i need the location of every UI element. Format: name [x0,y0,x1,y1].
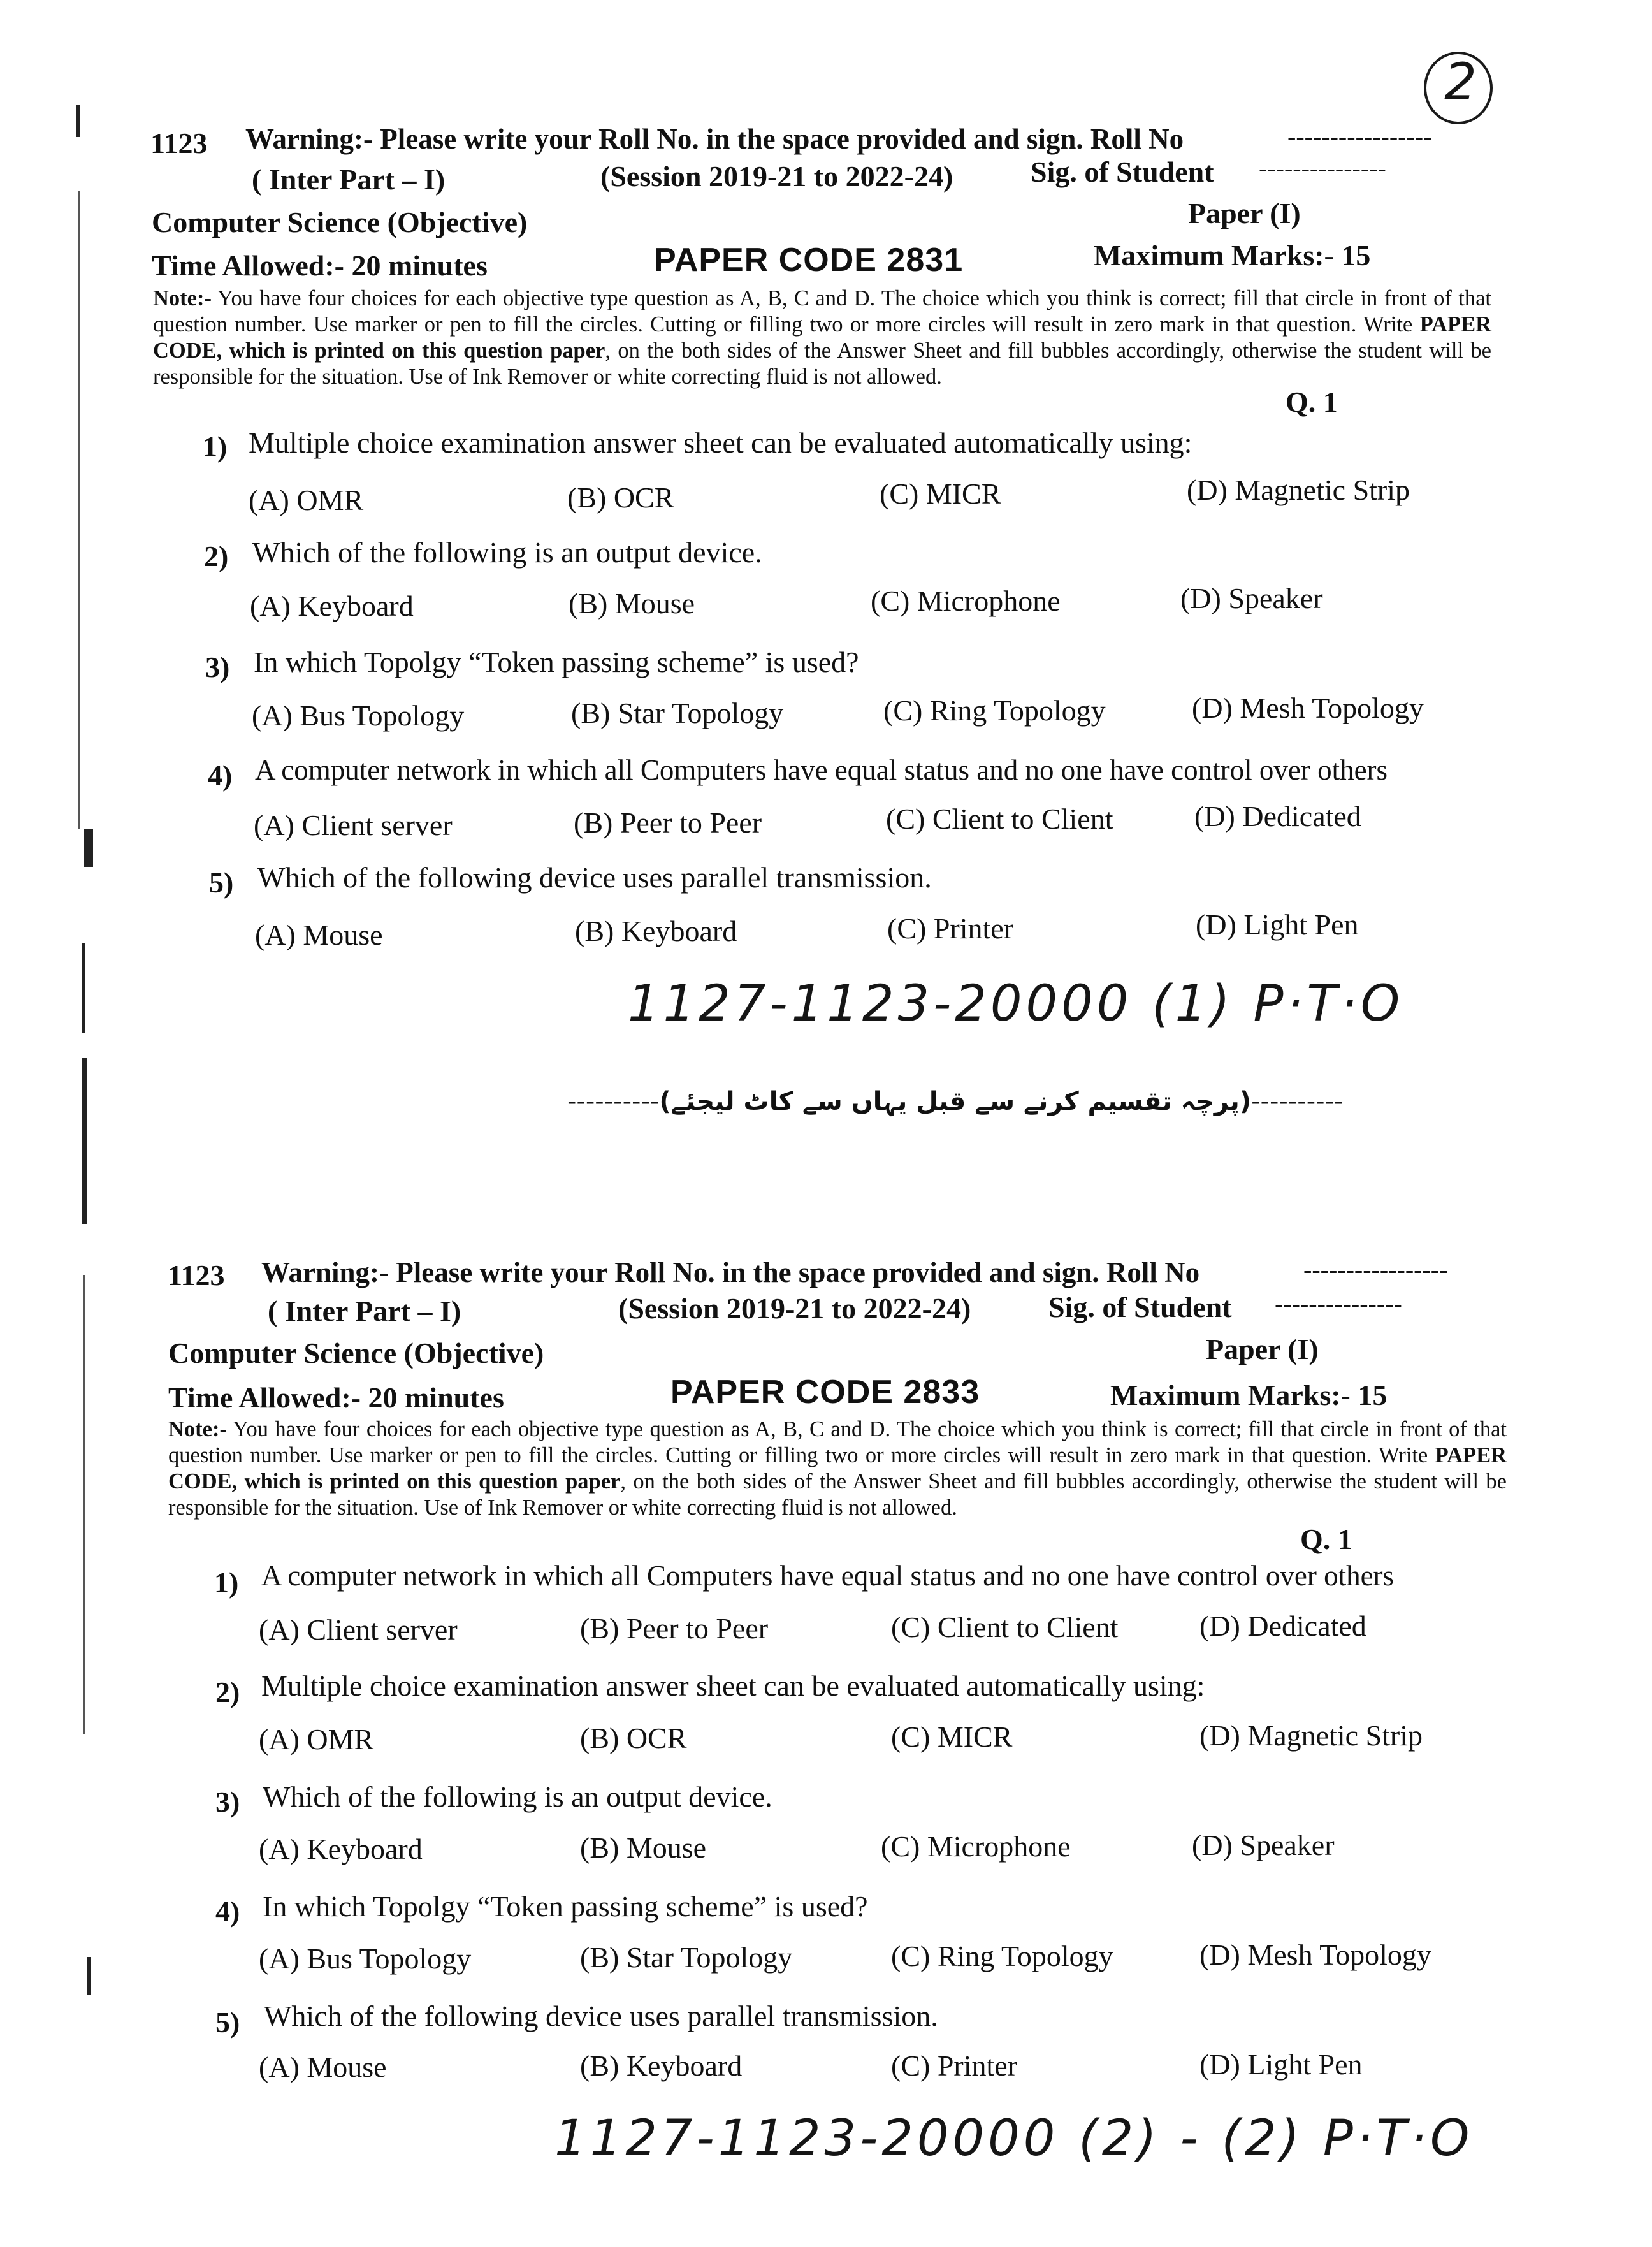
option-a: (A) Mouse [255,919,383,951]
instructions-note [153,286,1491,390]
option-b: (B) OCR [567,481,674,514]
subject: Computer Science (Objective) [168,1337,544,1369]
scan-mark [76,105,80,137]
option-a: (A) Keyboard [250,590,414,622]
option-c: (C) Printer [891,2049,1018,2082]
option-b: (B) Mouse [569,587,695,620]
option-b: (B) Star Topology [571,697,784,729]
option-c: (C) MICR [880,477,1001,510]
question-number: 5) [215,2006,240,2039]
question-text: Which of the following is an output device. [263,1780,772,1813]
question-text: A computer network in which all Computers have equal status and no one have control over others [255,754,1388,786]
question-text: Which of the following is an output device. [252,536,762,569]
question-number: 5) [209,866,234,899]
roll-no-blank: ----------------- [1303,1255,1448,1284]
paper-label: Paper (I) [1188,197,1301,229]
scan-mark [83,1275,85,1734]
signature-blank: --------------- [1275,1290,1402,1318]
cut-line-dashes-right: ---------- [1251,1087,1344,1116]
handwritten-code: 1127-1123-20000 (1) P·T·O [628,975,1404,1033]
question-number: 1) [214,1566,239,1599]
option-c: (C) Microphone [881,1830,1071,1863]
signature-blank: --------------- [1259,154,1386,182]
instructions-note [168,1416,1507,1521]
option-a: (A) OMR [249,484,364,516]
note-bold-text: PAPER CODE, which is printed on this question paper [168,1443,1507,1494]
option-b: (B) Star Topology [580,1941,793,1974]
signature-label: Sig. of Student [1031,156,1214,188]
option-c: (C) Client to Client [891,1611,1119,1643]
option-a: (A) Client server [259,1613,458,1646]
time-allowed: Time Allowed:- 20 minutes [168,1381,504,1414]
inter-part: ( Inter Part – I) [268,1295,461,1327]
paper-code: PAPER CODE 2833 [670,1374,980,1411]
warning-text: Warning:- Please write your Roll No. in the space provided and sign. Roll No [245,123,1184,155]
scan-mark [78,191,80,829]
option-b: (B) Keyboard [580,2049,743,2082]
option-b: (B) Mouse [580,1831,707,1864]
question-text: Multiple choice examination answer sheet can be evaluated automatically using: [249,426,1192,459]
session: (Session 2019-21 to 2022-24) [600,160,953,193]
note-text: , on the both sides of the Answer Sheet and fill bubbles accordingly, otherwise the student will be responsible for the situation. Use of Ink Remover or white correcting fluid is not allowed. [153,338,1491,389]
cut-here-line [567,1087,1343,1116]
question-text: Which of the following device uses parallel transmission. [257,861,932,894]
option-d: (D) Magnetic Strip [1199,1719,1423,1752]
cut-line-dashes-left: ---------- [567,1087,660,1116]
scan-mark [82,943,85,1033]
page-marker [1420,45,1496,127]
inter-part: ( Inter Part – I) [252,163,446,196]
note-text: You have four choices for each objective type question as A, B, C and D. The choice which you think is correct; fill that circle in front of that question number. Use marker or pen to fill the circles. Cutting or filling two or more circles will result in zero mark in that question. Write [168,1417,1507,1467]
paper-label: Paper (I) [1206,1333,1319,1365]
note-text: You have four choices for each objective type question as A, B, C and D. The choice which you think is correct; fill that circle in front of that question number. Use marker or pen to fill the circles. Cutting or filling two or more circles will result in zero mark in that question. Write [153,286,1491,337]
note-text: , on the both sides of the Answer Sheet and fill bubbles accordingly, otherwise the student will be responsible for the situation. Use of Ink Remover or white correcting fluid is not allowed. [168,1469,1507,1520]
subject: Computer Science (Objective) [152,206,528,238]
question-number: 3) [205,651,230,683]
scan-mark [84,829,93,867]
paper-number: 1123 [168,1259,225,1291]
option-d: (D) Light Pen [1199,2048,1363,2081]
question-text: In which Topolgy “Token passing scheme” is used? [263,1890,868,1923]
option-c: (C) Printer [887,912,1014,945]
maximum-marks: Maximum Marks:- 15 [1110,1379,1388,1411]
paper-number: 1123 [150,127,208,159]
session: (Session 2019-21 to 2022-24) [618,1292,971,1325]
paper-code: PAPER CODE 2831 [654,242,964,279]
option-c: (C) Microphone [871,585,1061,617]
question-number: 3) [215,1785,240,1818]
question-number: 2) [204,540,229,572]
option-a: (A) Keyboard [259,1833,423,1865]
option-b: (B) Keyboard [575,915,737,947]
option-c: (C) Ring Topology [891,1940,1113,1972]
question-number: 1) [203,430,228,463]
question-label: Q. 1 [1300,1523,1352,1555]
signature-label: Sig. of Student [1048,1291,1232,1323]
note-label: Note:- [153,286,212,310]
option-d: (D) Speaker [1180,582,1323,614]
option-d: (D) Dedicated [1199,1610,1366,1642]
option-c: (C) MICR [891,1720,1013,1753]
option-a: (A) Client server [254,809,453,841]
warning-text: Warning:- Please write your Roll No. in the space provided and sign. Roll No [261,1256,1200,1288]
option-a: (A) Bus Topology [252,699,465,732]
question-text: In which Topolgy “Token passing scheme” is used? [254,646,859,678]
question-number: 4) [208,759,233,792]
note-bold-text: PAPER CODE, which is printed on this question paper [153,312,1491,363]
question-text: Multiple choice examination answer sheet can be evaluated automatically using: [261,1669,1205,1702]
page-marker-number: 2 [1444,52,1481,112]
question-number: 4) [215,1895,240,1928]
option-c: (C) Client to Client [886,803,1113,835]
cut-line-urdu-text: (پرچہ تقسیم کرنے سے قبل یہاں سے کاٹ لیجئے) [659,1087,1252,1116]
scan-mark [82,1058,87,1224]
option-b: (B) Peer to Peer [574,806,762,839]
option-d: (D) Mesh Topology [1192,692,1424,724]
time-allowed: Time Allowed:- 20 minutes [152,249,488,282]
question-text: A computer network in which all Computers have equal status and no one have control over others [261,1560,1395,1592]
roll-no-blank: ----------------- [1287,122,1432,150]
option-b: (B) Peer to Peer [580,1612,769,1645]
maximum-marks: Maximum Marks:- 15 [1094,239,1371,272]
question-text: Which of the following device uses parallel transmission. [264,2000,938,2032]
note-label: Note:- [168,1417,227,1441]
scan-mark [87,1957,91,1995]
option-d: (D) Speaker [1192,1829,1335,1861]
option-d: (D) Dedicated [1194,800,1361,833]
question-label: Q. 1 [1286,386,1338,418]
option-d: (D) Mesh Topology [1199,1938,1431,1971]
handwritten-code: 1127-1123-20000 (2) - (2) P·T·O [554,2110,1474,2167]
option-a: (A) OMR [259,1723,374,1756]
option-a: (A) Bus Topology [259,1942,472,1975]
option-d: (D) Magnetic Strip [1187,474,1410,506]
option-b: (B) OCR [580,1722,687,1754]
option-a: (A) Mouse [259,2051,387,2083]
option-c: (C) Ring Topology [883,694,1106,727]
option-d: (D) Light Pen [1196,908,1359,941]
question-number: 2) [215,1676,240,1708]
